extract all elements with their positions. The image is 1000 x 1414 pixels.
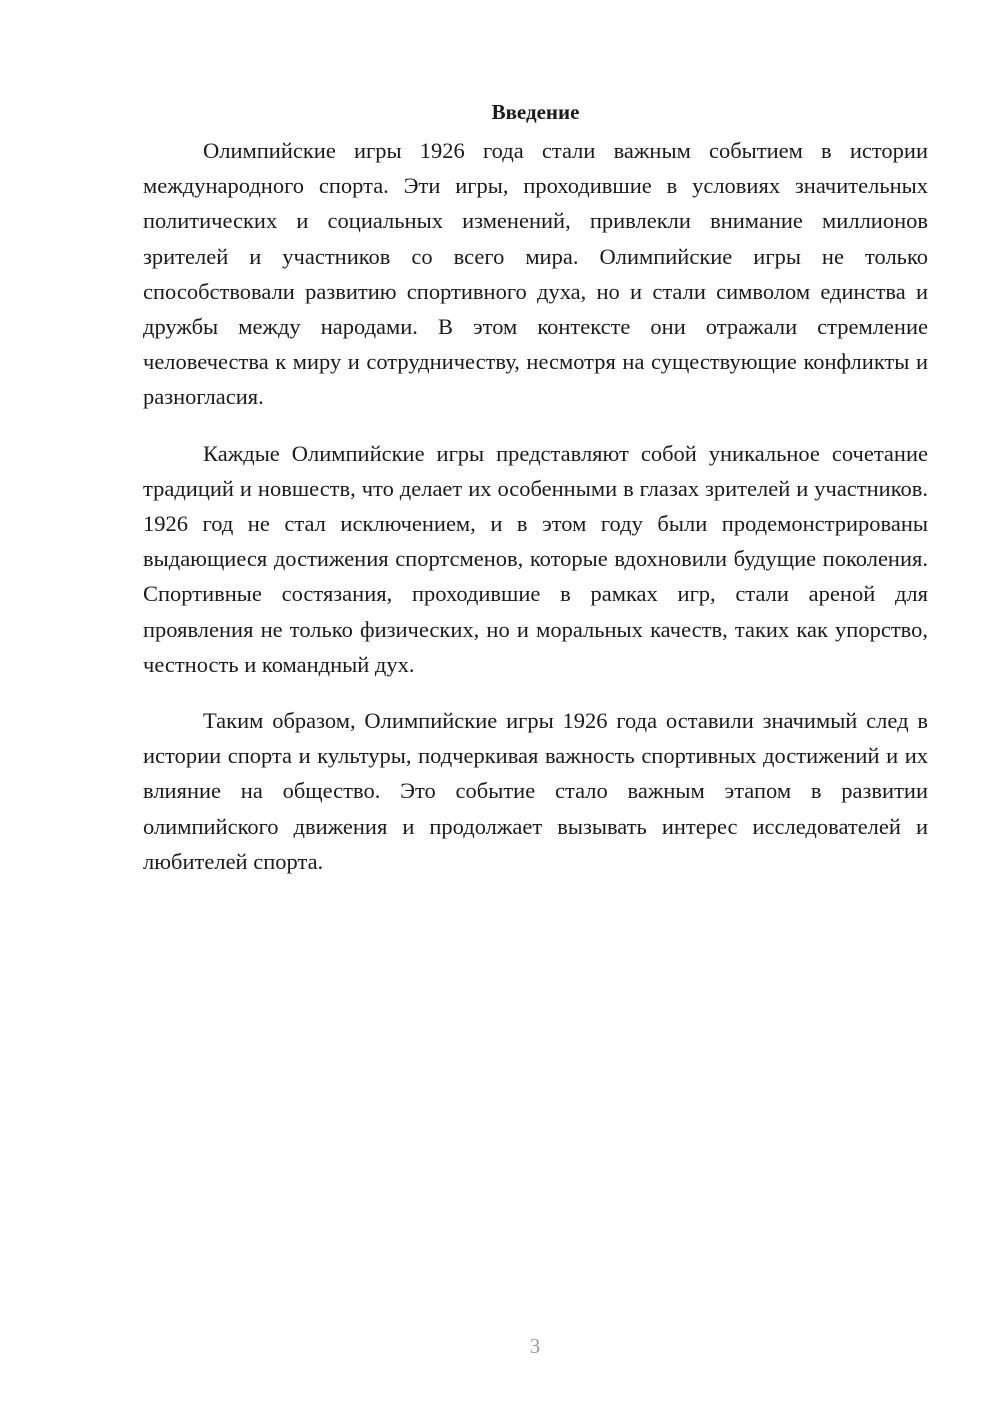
page-content [143,96,928,900]
paragraph-3: Таким образом, Олимпийские игры 1926 года оставили значимый след в истории спорта и культуры, подчеркивая важность спортивных достижений и их влияние на общество. Это событие стало важным этапом в развитии олимпийского движения и продолжает вызывать интерес исследователей и любителей спорта. [143,708,928,874]
section-title: Введение [491,100,580,124]
paragraph-2: Каждые Олимпийские игры представляют собой уникальное сочетание традиций и новшеств, что делает их особенными в глазах зрителей и участников. 1926 год не стал исключением, и в этом году были продемонстрированы выдающиеся достижения спортсменов, которые вдохновили будущие поколения. Спортивные состязания, проходившие в рамках игр, стали ареной для проявления не только физических, но и моральных качеств, таких как упорство, честность и командный дух. [143,440,928,677]
paragraph-1: Олимпийские игры 1926 года стали важным событием в истории международного спорта. Эти игры, проходившие в условиях значительных политических и социальных изменений, привлекли внимание миллионов зрителей и участников со всего мира. Олимпийские игры не только способствовали развитию спортивного духа, но и стали символом единства и дружбы между народами. В этом контексте они отражали стремление человечества к миру и сотрудничеству, несмотря на существующие конфликты и разногласия. [143,138,928,410]
page-number: 3 [529,1334,541,1358]
